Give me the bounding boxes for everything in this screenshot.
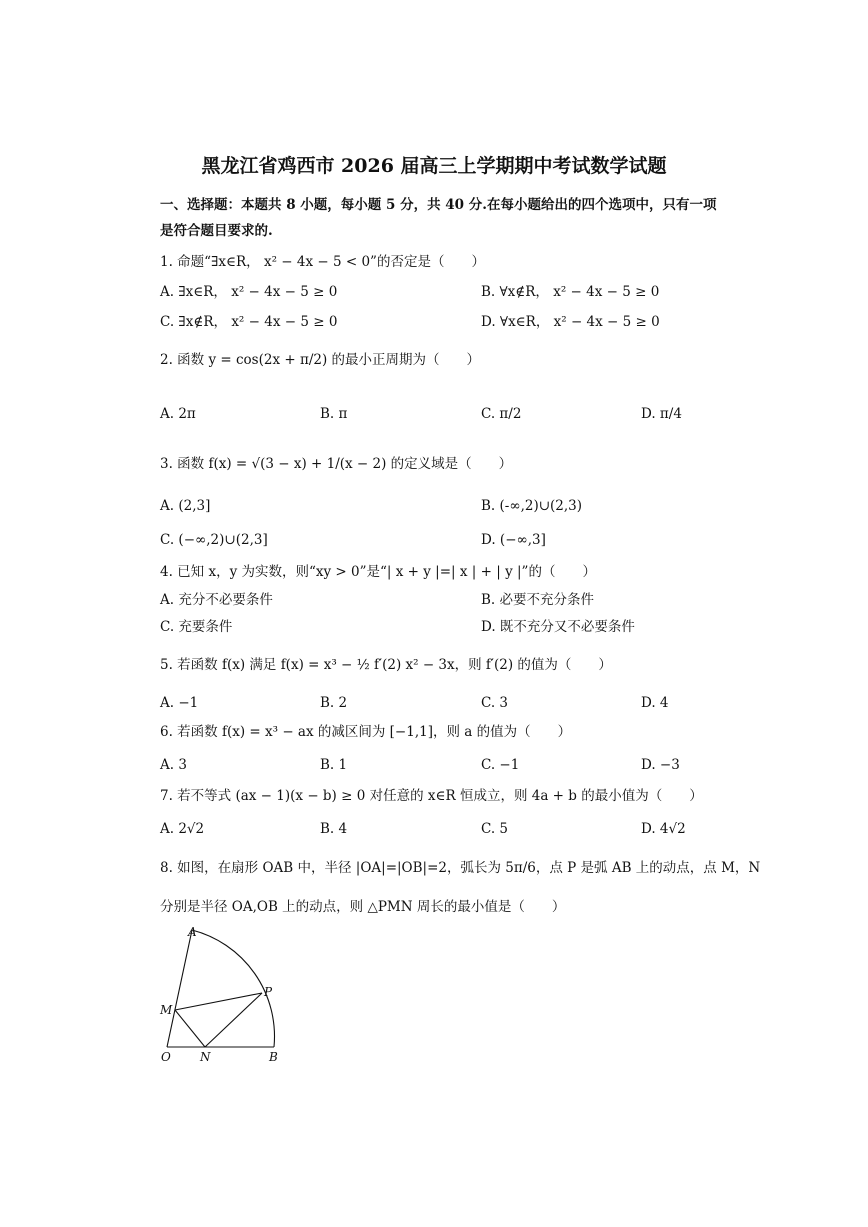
arc-ab [192, 930, 275, 1047]
label-b: B [269, 1050, 278, 1064]
question-5-option-d: D. 4 [641, 695, 669, 711]
sector-figure [150, 920, 290, 1070]
question-4-option-a: A. 充分不必要条件 [160, 592, 273, 608]
segment-mn [175, 1010, 205, 1047]
question-6-stem: 6. 若函数 f(x) = x³ − ax 的减区间为 [−1,1]，则 a 的值为（ ） [160, 724, 572, 740]
question-7-option-c: C. 5 [481, 821, 509, 837]
question-6-option-c: C. −1 [481, 757, 520, 773]
question-2-option-b: B. π [320, 406, 348, 422]
question-2-option-a: A. 2π [160, 406, 196, 422]
label-n: N [200, 1050, 211, 1064]
section-heading-line1: 一、选择题：本题共 8 小题，每小题 5 分，共 40 分.在每小题给出的四个选项中，只有一项 [160, 197, 717, 213]
label-o: O [161, 1050, 171, 1064]
question-5-stem: 5. 若函数 f(x) 满足 f(x) = x³ − ½ f′(2) x² − 3x，则 f′(2) 的值为（ ） [160, 657, 612, 673]
label-m: M [160, 1003, 173, 1017]
question-1-stem: 1. 命题“∃x∈R， x² − 4x − 5 < 0”的否定是（ ） [160, 254, 485, 270]
question-3-stem: 3. 函数 f(x) = √(3 − x) + 1/(x − 2) 的定义域是（ ） [160, 456, 513, 472]
question-3-option-b: B. (-∞,2)∪(2,3) [481, 498, 583, 514]
question-3-option-c: C. (−∞,2)∪(2,3] [160, 532, 268, 548]
question-3-option-d: D. (−∞,3] [481, 532, 546, 548]
question-8-stem: 8. 如图，在扇形 OAB 中，半径 |OA|=|OB|=2，弧长为 5π/6，点 P 是弧 AB 上的动点，点 M，N [160, 860, 761, 876]
radius-oa [167, 930, 192, 1047]
question-2-option-d: D. π/4 [641, 406, 682, 422]
question-6-option-b: B. 1 [320, 757, 348, 773]
question-6-option-d: D. −3 [641, 757, 680, 773]
question-1-option-c: C. ∃x∉R， x² − 4x − 5 ≥ 0 [160, 314, 338, 330]
question-4-option-c: C. 充要条件 [160, 619, 233, 635]
question-1-option-a: A. ∃x∈R， x² − 4x − 5 ≥ 0 [160, 284, 338, 300]
segment-mp [175, 993, 262, 1010]
label-a: A [188, 925, 197, 939]
question-7-stem: 7. 若不等式 (ax − 1)(x − b) ≥ 0 对任意的 x∈R 恒成立，则 4a + b 的最小值为（ ） [160, 788, 703, 804]
question-4-stem: 4. 已知 x，y 为实数，则“xy > 0”是“| x + y |=| x | + | y |”的（ ） [160, 564, 596, 580]
question-4-option-d: D. 既不充分又不必要条件 [481, 619, 635, 635]
question-2-stem: 2. 函数 y = cos(2x + π/2) 的最小正周期为（ ） [160, 352, 481, 368]
question-7-option-b: B. 4 [320, 821, 348, 837]
question-5-option-b: B. 2 [320, 695, 348, 711]
page-title: 黑龙江省鸡西市 2026 届高三上学期期中考试数学试题 [201, 155, 667, 177]
question-2-option-c: C. π/2 [481, 406, 522, 422]
question-5-option-c: C. 3 [481, 695, 509, 711]
question-6-option-a: A. 3 [160, 757, 187, 773]
question-4-option-b: B. 必要不充分条件 [481, 592, 595, 608]
question-5-option-a: A. −1 [160, 695, 199, 711]
question-3-option-a: A. (2,3] [160, 498, 211, 514]
question-1-option-b: B. ∀x∉R， x² − 4x − 5 ≥ 0 [481, 284, 660, 300]
label-p: P [264, 985, 273, 999]
segment-pn [205, 993, 262, 1047]
question-1-option-d: D. ∀x∈R， x² − 4x − 5 ≥ 0 [481, 314, 660, 330]
question-7-option-d: D. 4√2 [641, 821, 686, 837]
question-7-option-a: A. 2√2 [160, 821, 205, 837]
section-heading-line2: 是符合题目要求的. [160, 223, 273, 239]
question-8-stem-line2: 分别是半径 OA,OB 上的动点，则 △PMN 周长的最小值是（ ） [160, 899, 566, 915]
